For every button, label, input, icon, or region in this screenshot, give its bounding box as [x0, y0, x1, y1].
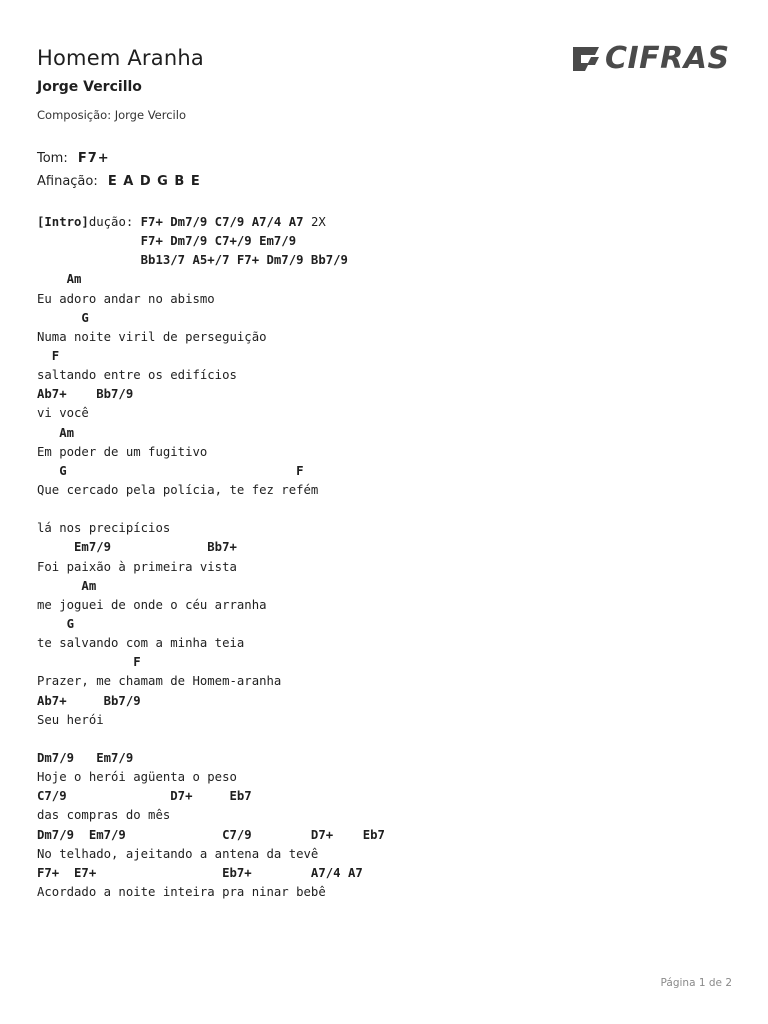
chord-line: Ab7+ Bb7/9: [37, 693, 141, 708]
intro-line: [Intro]dução: F7+ Dm7/9 C7/9 A7/4 A7 2X: [37, 215, 326, 229]
lyric-line: Prazer, me chamam de Homem-aranha: [37, 674, 282, 689]
lyric-line: Foi paixão à primeira vista: [37, 559, 237, 574]
lyric-line: te salvando com a minha teia: [37, 636, 245, 651]
chord-line: Dm7/9 Em7/9: [37, 750, 134, 765]
chord-line: Dm7/9 Em7/9 C7/9 D7+ Eb7: [37, 827, 385, 842]
tuning-info: [37, 174, 201, 189]
lyric-line: Em poder de um fugitivo: [37, 444, 208, 459]
page-number: Página 1 de 2: [660, 977, 732, 989]
cifras-logo: [571, 42, 733, 76]
lyric-line: No telhado, ajeitando a antena da tevê: [37, 846, 319, 861]
lyric-line: Hoje o herói agüenta o peso: [37, 770, 237, 785]
key-info: [37, 151, 110, 166]
chord-line: Bb13/7 A5+/7 F7+ Dm7/9 Bb7/9: [37, 253, 348, 268]
chord-line: F7+ Dm7/9 C7+/9 Em7/9: [37, 234, 297, 249]
chord-line: Ab7+ Bb7/9: [37, 387, 134, 402]
logo-text: CIFRAS: [605, 41, 730, 76]
key-label: Tom:: [37, 151, 68, 166]
chord-line: Am: [37, 578, 97, 593]
blank-line: [37, 730, 385, 749]
cifras-logo-icon: [571, 44, 601, 74]
chord-line: F: [37, 348, 60, 363]
lyric-line: Acordado a noite inteira pra ninar bebê: [37, 884, 326, 899]
chord-line: F: [37, 655, 141, 670]
lyric-line: lá nos precipícios: [37, 521, 171, 536]
lyric-line: saltando entre os edifícios: [37, 368, 237, 383]
lyric-line: Numa noite viril de perseguição: [37, 329, 267, 344]
composition-credit: Composição: Jorge Vercilo: [37, 108, 186, 122]
chord-line: Am: [37, 272, 82, 287]
chord-line: Am: [37, 425, 75, 440]
song-body: [37, 213, 385, 902]
tuning-value: E A D G B E: [107, 174, 201, 189]
chord-line: G F: [37, 463, 304, 478]
chord-line: G: [37, 616, 75, 631]
key-value[interactable]: F7+: [77, 151, 110, 166]
chord-line: C7/9 D7+ Eb7: [37, 789, 252, 804]
chord-line: F7+ E7+ Eb7+ A7/4 A7: [37, 865, 363, 880]
song-title: Homem Aranha: [37, 46, 204, 70]
lyric-line: me joguei de onde o céu arranha: [37, 597, 267, 612]
chord-line: G: [37, 310, 89, 325]
lyric-line: Eu adoro andar no abismo: [37, 291, 215, 306]
lyric-line: Que cercado pela polícia, te fez refém: [37, 482, 319, 497]
lyric-line: das compras do mês: [37, 808, 171, 823]
tuning-label: Afinação:: [37, 174, 98, 189]
artist-name: Jorge Vercillo: [37, 79, 142, 95]
lyric-line: Seu herói: [37, 712, 104, 727]
blank-line: [37, 500, 385, 519]
lyric-line: vi você: [37, 406, 89, 421]
chord-line: Em7/9 Bb7+: [37, 540, 237, 555]
